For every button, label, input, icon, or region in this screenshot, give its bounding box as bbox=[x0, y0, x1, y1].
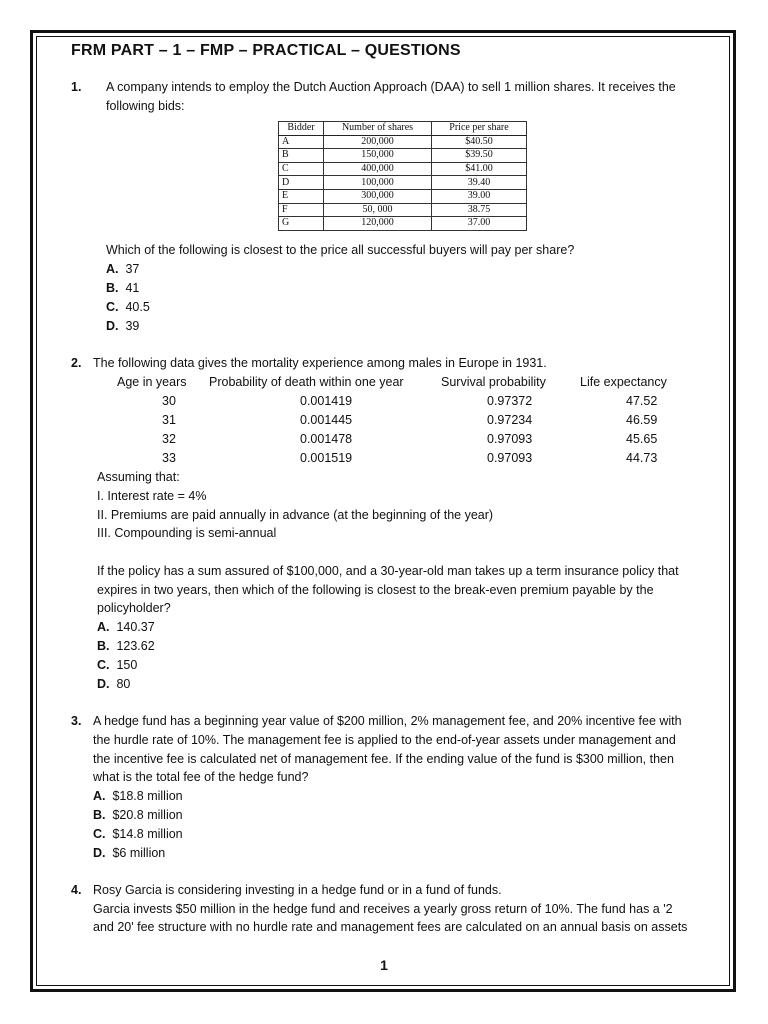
mortality-survival-cell: 0.97234 bbox=[487, 413, 533, 427]
table-row bbox=[279, 176, 527, 190]
option-letter: A. bbox=[106, 262, 119, 276]
bidder-cell: G bbox=[279, 217, 324, 231]
q4-text-line2: Garcia invests $50 million in the hedge fund and receives a yearly gross return of 10%. The fund has a '2 bbox=[93, 902, 673, 916]
mortality-survival-cell: 0.97093 bbox=[487, 451, 533, 465]
option-text: $18.8 million bbox=[112, 789, 183, 803]
mortality-death-cell: 0.001445 bbox=[300, 413, 353, 427]
mortality-header-age: Age in years bbox=[117, 375, 187, 389]
page-title: FRM PART – 1 – FMP – PRACTICAL – QUESTIONS bbox=[71, 42, 461, 59]
q3-text-line4: what is the total fee of the hedge fund? bbox=[93, 770, 309, 784]
price-cell: 39.40 bbox=[432, 176, 527, 190]
q3-option-d bbox=[93, 844, 165, 863]
option-letter: C. bbox=[106, 300, 119, 314]
shares-cell: 400,000 bbox=[324, 162, 432, 176]
q2-option-c bbox=[97, 656, 137, 675]
q2-assumption-3: III. Compounding is semi-annual bbox=[97, 526, 277, 540]
mortality-age-cell: 33 bbox=[162, 451, 176, 465]
option-letter: A. bbox=[93, 789, 106, 803]
table-row bbox=[279, 203, 527, 217]
q3-text-line3: the incentive fee is calculated net of management fee. If the ending value of the fund is $300 million, then bbox=[93, 752, 674, 766]
mortality-age-cell: 31 bbox=[162, 413, 176, 427]
bids-table-header bbox=[279, 122, 527, 136]
price-cell: 39.00 bbox=[432, 189, 527, 203]
mortality-life-cell: 44.73 bbox=[626, 451, 658, 465]
option-text: $14.8 million bbox=[112, 827, 183, 841]
mortality-life-cell: 46.59 bbox=[626, 413, 658, 427]
q2-assumption-1: I. Interest rate = 4% bbox=[97, 489, 207, 503]
q2-option-b bbox=[97, 637, 155, 656]
mortality-age-cell: 30 bbox=[162, 394, 176, 408]
q4-text-line3: and 20' fee structure with no hurdle rate and management fees are calculated on an annual basis on assets bbox=[93, 920, 688, 934]
q1-text-line1: A company intends to employ the Dutch Auction Approach (DAA) to sell 1 million shares. It receives the bbox=[106, 80, 676, 94]
table-row bbox=[279, 189, 527, 203]
mortality-header-death: Probability of death within one year bbox=[209, 375, 404, 389]
q1-option-b bbox=[106, 279, 139, 298]
bids-header-price: Price per share bbox=[432, 122, 527, 136]
price-cell: $41.00 bbox=[432, 162, 527, 176]
q2-option-d bbox=[97, 675, 130, 694]
bidder-cell: B bbox=[279, 149, 324, 163]
bidder-cell: F bbox=[279, 203, 324, 217]
option-letter: D. bbox=[93, 846, 106, 860]
q2-question-line2: expires in two years, then which of the following is closest to the break-even premium payable by the bbox=[97, 583, 654, 597]
q3-text-line2: the hurdle rate of 10%. The management fee is applied to the end-of-year assets under management and bbox=[93, 733, 676, 747]
q2-question-line3: policyholder? bbox=[97, 601, 171, 615]
option-text: 37 bbox=[125, 262, 140, 276]
q1-question: Which of the following is closest to the price all successful buyers will pay per share? bbox=[106, 243, 575, 257]
q3-option-b bbox=[93, 806, 183, 825]
bids-table bbox=[278, 121, 527, 231]
table-row bbox=[279, 135, 527, 149]
option-letter: A. bbox=[97, 620, 110, 634]
shares-cell: 120,000 bbox=[324, 217, 432, 231]
shares-cell: 300,000 bbox=[324, 189, 432, 203]
q4-number: 4. bbox=[71, 883, 82, 897]
q2-option-a bbox=[97, 618, 155, 637]
q1-option-c bbox=[106, 298, 150, 317]
q3-option-a bbox=[93, 787, 183, 806]
mortality-death-cell: 0.001419 bbox=[300, 394, 353, 408]
q1-option-a bbox=[106, 260, 139, 279]
price-cell: $40.50 bbox=[432, 135, 527, 149]
mortality-survival-cell: 0.97372 bbox=[487, 394, 533, 408]
mortality-header-survival: Survival probability bbox=[441, 375, 546, 389]
shares-cell: 100,000 bbox=[324, 176, 432, 190]
mortality-header-life: Life expectancy bbox=[580, 375, 667, 389]
bids-header-bidder: Bidder bbox=[279, 122, 324, 136]
bids-header-shares: Number of shares bbox=[324, 122, 432, 136]
option-letter: D. bbox=[106, 319, 119, 333]
mortality-death-cell: 0.001478 bbox=[300, 432, 353, 446]
option-text: 150 bbox=[116, 658, 138, 672]
price-cell: $39.50 bbox=[432, 149, 527, 163]
option-text: 39 bbox=[125, 319, 140, 333]
shares-cell: 50, 000 bbox=[324, 203, 432, 217]
q1-number: 1. bbox=[71, 80, 82, 94]
mortality-life-cell: 45.65 bbox=[626, 432, 658, 446]
table-row bbox=[279, 162, 527, 176]
mortality-life-cell: 47.52 bbox=[626, 394, 658, 408]
option-letter: C. bbox=[93, 827, 106, 841]
mortality-age-cell: 32 bbox=[162, 432, 176, 446]
q3-number: 3. bbox=[71, 714, 82, 728]
option-letter: D. bbox=[97, 677, 110, 691]
q2-text: The following data gives the mortality experience among males in Europe in 1931. bbox=[93, 356, 547, 370]
mortality-survival-cell: 0.97093 bbox=[487, 432, 533, 446]
q1-text-line2: following bids: bbox=[106, 99, 185, 113]
table-row bbox=[279, 217, 527, 231]
q3-option-c bbox=[93, 825, 183, 844]
option-letter: B. bbox=[93, 808, 106, 822]
option-letter: C. bbox=[97, 658, 110, 672]
table-row bbox=[279, 149, 527, 163]
page-number: 1 bbox=[380, 957, 388, 973]
shares-cell: 200,000 bbox=[324, 135, 432, 149]
q4-text-line1: Rosy Garcia is considering investing in a hedge fund or in a fund of funds. bbox=[93, 883, 502, 897]
option-text: 140.37 bbox=[116, 620, 155, 634]
option-text: $6 million bbox=[112, 846, 166, 860]
option-text: 41 bbox=[125, 281, 140, 295]
q1-option-d bbox=[106, 317, 139, 336]
option-text: 40.5 bbox=[125, 300, 150, 314]
bidder-cell: C bbox=[279, 162, 324, 176]
bidder-cell: E bbox=[279, 189, 324, 203]
q2-question-line1: If the policy has a sum assured of $100,000, and a 30-year-old man takes up a term insurance policy that bbox=[97, 564, 679, 578]
q2-assumption-2: II. Premiums are paid annually in advance (at the beginning of the year) bbox=[97, 508, 494, 522]
q2-assumption-intro: Assuming that: bbox=[97, 470, 180, 484]
option-text: $20.8 million bbox=[112, 808, 183, 822]
bidder-cell: D bbox=[279, 176, 324, 190]
option-text: 123.62 bbox=[116, 639, 155, 653]
q2-number: 2. bbox=[71, 356, 82, 370]
bidder-cell: A bbox=[279, 135, 324, 149]
option-letter: B. bbox=[106, 281, 119, 295]
price-cell: 37.00 bbox=[432, 217, 527, 231]
mortality-death-cell: 0.001519 bbox=[300, 451, 353, 465]
q3-text-line1: A hedge fund has a beginning year value of $200 million, 2% management fee, and 20% incentive fee with bbox=[93, 714, 682, 728]
price-cell: 38.75 bbox=[432, 203, 527, 217]
option-letter: B. bbox=[97, 639, 110, 653]
option-text: 80 bbox=[116, 677, 131, 691]
shares-cell: 150,000 bbox=[324, 149, 432, 163]
